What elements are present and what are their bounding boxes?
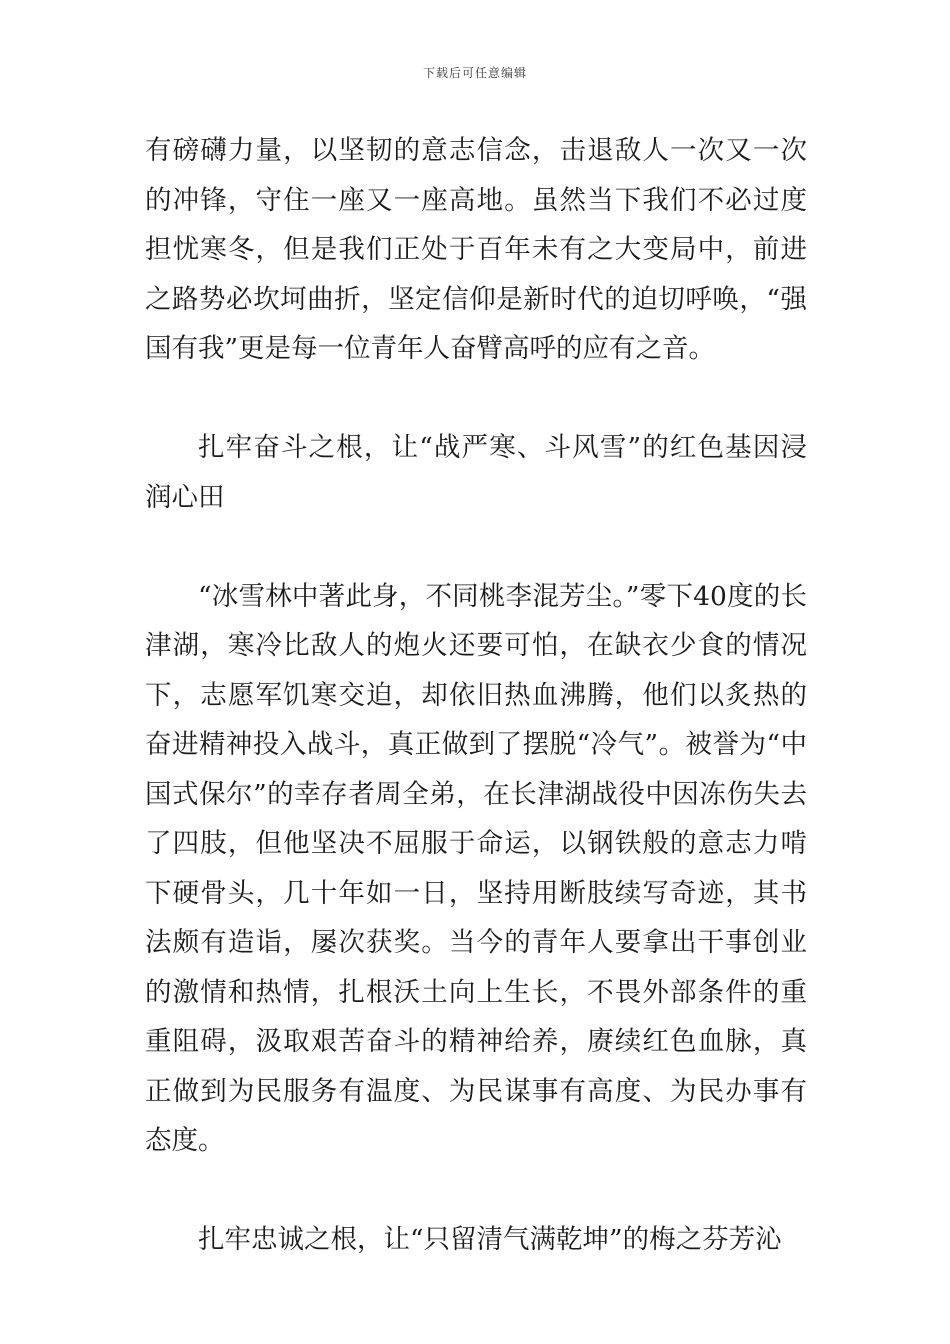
- paragraph-changjin-lake: “冰雪林中著此身，不同桃李混芳尘。”零下40度的长津湖，寒冷比敌人的炮火还要可怕，在缺衣少食的情况下，志愿军饥寒交迫，却依旧热血沸腾，他们以炙热的奋进精神投入战斗，真正做到了摆脱“冷气”。被誉为“中国式保尔”的幸存者周全弟，在长津湖战役中因冻伤失去了四肢，但他坚决不屈服于命运，以钢铁般的意志力啃下硬骨头，几十年如一日，坚持用断肢续写奇迹，其书法颇有造诣，屡次获奖。当今的青年人要拿出干事创业的激情和热情，扎根沃土向上生长，不畏外部条件的重重阻碍，汲取艰苦奋斗的精神给养，赓续红色血脉，真正做到为民服务有温度、为民谋事有高度、为民办事有态度。: [145, 580, 807, 1156]
- page-header: 下载后可任意编辑: [422, 66, 527, 80]
- section-heading-loyalty: 扎牢忠诚之根，让“只留清气满乾坤”的梅之芬芳沁: [198, 1224, 782, 1255]
- section-heading-struggle: 扎牢奋斗之根，让“战严寒、斗风雪”的红色基因浸润心田: [145, 432, 807, 513]
- document-body: [145, 126, 807, 1265]
- paragraph-continuation: 有磅礴力量，以坚韧的意志信念，击退敌人一次又一次的冲锋，守住一座又一座高地。虽然当下我们不必过度担忧寒冬，但是我们正处于百年未有之大变局中，前进之路势必坎坷曲折，坚定信仰是新时代的迫切呼唤，“强国有我”更是每一位青年人奋臂高呼的应有之音。: [145, 135, 807, 364]
